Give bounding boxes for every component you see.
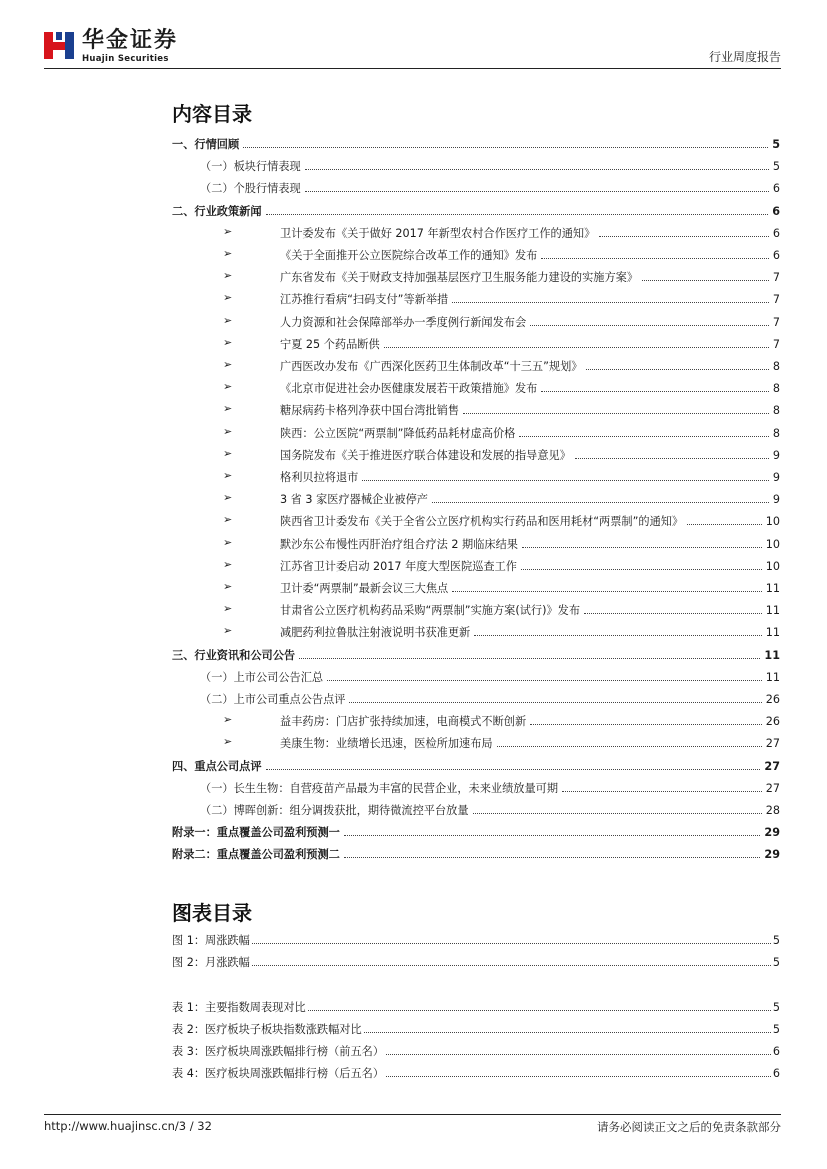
logo-english-name: Huajin Securities bbox=[82, 54, 169, 64]
toc-entry-page: 27 bbox=[765, 781, 780, 795]
dot-leader bbox=[252, 943, 771, 944]
figure-entry-page: 6 bbox=[772, 1067, 780, 1080]
figure-entry-page: 5 bbox=[772, 1023, 780, 1036]
dot-leader bbox=[266, 214, 769, 215]
toc-entry-page: 7 bbox=[772, 315, 780, 329]
figure-entry-page: 6 bbox=[772, 1045, 780, 1058]
dot-leader bbox=[364, 1032, 771, 1033]
toc-entry-page: 5 bbox=[772, 138, 780, 151]
toc-entry-page: 7 bbox=[772, 293, 780, 307]
figure-entry-text: 表 3：医疗板块周涨跌幅排行榜（前五名） bbox=[172, 1045, 385, 1058]
figure-entry[interactable] bbox=[172, 1065, 780, 1087]
toc-entry-text: 二、行业政策新闻 bbox=[172, 204, 262, 218]
bullet-arrow-icon: ➢ bbox=[223, 624, 233, 638]
toc-entry-page: 6 bbox=[772, 204, 780, 218]
dot-leader bbox=[521, 569, 762, 570]
toc-entry[interactable] bbox=[172, 291, 780, 313]
toc-entry-page: 7 bbox=[772, 271, 780, 285]
toc-entry-text: 江苏推行看病“扫码支付”等新举措 bbox=[280, 293, 449, 307]
dot-leader bbox=[362, 480, 769, 481]
toc-entry-text: （二）博晖创新：组分调拨获批，期待微流控平台放量 bbox=[200, 804, 469, 817]
dot-leader bbox=[530, 325, 769, 326]
bullet-arrow-icon: ➢ bbox=[223, 580, 233, 593]
toc-entry-text: 益丰药房：门店扩张持续加速，电商模式不断创新 bbox=[280, 715, 527, 729]
dot-leader bbox=[252, 965, 771, 966]
toc-entry-page: 11 bbox=[765, 670, 780, 684]
bullet-arrow-icon: ➢ bbox=[223, 358, 233, 371]
toc-entry[interactable] bbox=[172, 780, 780, 802]
dot-leader bbox=[541, 258, 769, 259]
bullet-arrow-icon: ➢ bbox=[223, 446, 233, 460]
toc-entry-text: 默沙东公布慢性丙肝治疗组合疗法 2 期临床结果 bbox=[280, 537, 518, 551]
toc-entry-page: 6 bbox=[772, 249, 780, 262]
toc-entry[interactable] bbox=[172, 469, 780, 491]
toc-entry-text: 卫计委发布《关于做好 2017 年新型农村合作医疗工作的通知》 bbox=[280, 226, 596, 240]
toc-entry-page: 7 bbox=[772, 337, 780, 351]
dot-leader bbox=[497, 746, 762, 747]
toc-entry[interactable] bbox=[172, 425, 780, 447]
footer-url[interactable]: http://www.huajinsc.cn/3 / 32 bbox=[44, 1119, 212, 1133]
toc-entry-text: （一）长生生物：自营疫苗产品最为丰富的民营企业，未来业绩放量可期 bbox=[200, 781, 559, 795]
toc-entry-page: 8 bbox=[772, 360, 780, 373]
bullet-arrow-icon: ➢ bbox=[223, 402, 233, 416]
toc-entry-page: 11 bbox=[765, 626, 780, 640]
dot-leader bbox=[452, 591, 762, 592]
bullet-arrow-icon: ➢ bbox=[223, 735, 233, 749]
toc-entry-text: 《关于全面推开公立医院综合改革工作的通知》发布 bbox=[280, 249, 538, 262]
toc-entry[interactable] bbox=[172, 358, 780, 380]
bullet-arrow-icon: ➢ bbox=[223, 713, 233, 727]
figure-entry-page: 5 bbox=[772, 934, 780, 947]
dot-leader bbox=[386, 1054, 771, 1055]
toc-entry[interactable] bbox=[172, 402, 780, 424]
figure-entry[interactable] bbox=[172, 1043, 780, 1065]
dot-leader bbox=[344, 857, 761, 858]
toc-entry-text: 一、行情回顾 bbox=[172, 138, 240, 151]
toc-entry-page: 10 bbox=[765, 559, 780, 573]
figure-entry-text: 图 2：月涨跌幅 bbox=[172, 956, 250, 969]
logo-chinese-name: 华金证券 bbox=[82, 28, 179, 53]
toc-entry[interactable] bbox=[172, 136, 780, 158]
toc-entry[interactable] bbox=[172, 336, 780, 358]
dot-leader bbox=[474, 635, 762, 636]
bullet-arrow-icon: ➢ bbox=[223, 247, 233, 260]
figure-entry[interactable] bbox=[172, 932, 780, 954]
toc-entry-page: 6 bbox=[772, 182, 780, 196]
figure-entry[interactable] bbox=[172, 954, 780, 976]
toc-entry-page: 5 bbox=[772, 160, 780, 174]
bullet-arrow-icon: ➢ bbox=[223, 513, 233, 527]
dot-leader bbox=[522, 547, 762, 548]
toc-entry[interactable] bbox=[172, 647, 780, 669]
toc-entry-text: 广东省发布《关于财政支持加强基层医疗卫生服务能力建设的实施方案》 bbox=[280, 271, 639, 285]
dot-leader bbox=[266, 769, 761, 770]
toc-entry-page: 8 bbox=[772, 382, 780, 396]
toc-entry-text: 附录一：重点覆盖公司盈利预测一 bbox=[172, 826, 340, 840]
dot-leader bbox=[586, 369, 768, 370]
dot-leader bbox=[344, 835, 761, 836]
toc-entry[interactable] bbox=[172, 225, 780, 247]
toc-entry[interactable] bbox=[172, 580, 780, 602]
bullet-arrow-icon: ➢ bbox=[223, 469, 233, 482]
toc-entry[interactable] bbox=[172, 802, 780, 824]
dot-leader bbox=[384, 347, 769, 348]
toc-entry-text: 陕西省卫计委发布《关于全省公立医疗机构实行药品和医用耗材“两票制”的通知》 bbox=[280, 515, 684, 529]
bullet-arrow-icon: ➢ bbox=[223, 291, 233, 305]
toc-entry-page: 11 bbox=[765, 604, 780, 618]
toc-entry-text: 甘肃省公立医疗机构药品采购“两票制”实施方案(试行)》发布 bbox=[280, 604, 581, 618]
dot-leader bbox=[305, 169, 769, 170]
bullet-arrow-icon: ➢ bbox=[223, 535, 233, 549]
toc-entry[interactable] bbox=[172, 758, 780, 780]
toc-entry-page: 11 bbox=[765, 582, 780, 595]
dot-leader bbox=[308, 1010, 771, 1011]
toc-entry-page: 8 bbox=[772, 404, 780, 418]
toc-entry-page: 26 bbox=[765, 693, 780, 706]
toc-entry-text: （一）上市公司公告汇总 bbox=[200, 670, 324, 684]
toc-entry-text: 广西医改办发布《广西深化医药卫生体制改革“十三五”规划》 bbox=[280, 360, 583, 373]
toc-entry-text: 国务院发布《关于推进医疗联合体建设和发展的指导意见》 bbox=[280, 448, 571, 462]
dot-leader bbox=[243, 147, 768, 148]
toc-entry-page: 27 bbox=[764, 759, 780, 773]
figure-entry-text: 表 1：主要指数周表现对比 bbox=[172, 1001, 306, 1014]
bullet-arrow-icon: ➢ bbox=[223, 313, 233, 327]
toc-entry-text: 3 省 3 家医疗器械企业被停产 bbox=[280, 493, 428, 507]
toc-entry-text: （二）上市公司重点公告点评 bbox=[200, 693, 346, 706]
toc-entry-page: 9 bbox=[772, 471, 780, 484]
toc-entry-page: 29 bbox=[764, 826, 780, 840]
toc-entry[interactable] bbox=[172, 602, 780, 624]
toc-entry[interactable] bbox=[172, 247, 780, 269]
bullet-arrow-icon: ➢ bbox=[223, 335, 233, 349]
toc-entry-text: 减肥药利拉鲁肽注射液说明书获准更新 bbox=[280, 626, 471, 640]
toc-entry[interactable] bbox=[172, 536, 780, 558]
report-type-label: 行业周度报告 bbox=[708, 50, 781, 64]
toc-entry-page: 9 bbox=[772, 448, 780, 462]
toc-entry-text: （二）个股行情表现 bbox=[200, 182, 301, 196]
toc-entry-page: 26 bbox=[765, 715, 780, 729]
toc-entry-text: （一）板块行情表现 bbox=[200, 160, 301, 174]
dot-leader bbox=[642, 280, 769, 281]
toc-title: 内容目录 bbox=[172, 102, 252, 126]
toc-entry[interactable] bbox=[172, 447, 780, 469]
toc-entry-page: 29 bbox=[764, 848, 780, 862]
toc-entry[interactable] bbox=[172, 269, 780, 291]
dot-leader bbox=[473, 813, 762, 814]
toc-entry-text: 四、重点公司点评 bbox=[172, 759, 262, 773]
toc-entry[interactable] bbox=[172, 513, 780, 535]
toc-entry[interactable] bbox=[172, 558, 780, 580]
dot-leader bbox=[575, 458, 769, 459]
bullet-arrow-icon: ➢ bbox=[223, 424, 233, 438]
dot-leader bbox=[530, 724, 762, 725]
toc-entry[interactable] bbox=[172, 380, 780, 402]
figure-entry-text: 表 2：医疗板块子板块指数涨跌幅对比 bbox=[172, 1023, 362, 1036]
dot-leader bbox=[432, 502, 769, 503]
toc-entry-page: 11 bbox=[764, 648, 780, 662]
bullet-arrow-icon: ➢ bbox=[223, 602, 233, 616]
dot-leader bbox=[386, 1076, 771, 1077]
dot-leader bbox=[305, 191, 769, 192]
bullet-arrow-icon: ➢ bbox=[223, 224, 233, 238]
toc-entry[interactable] bbox=[172, 180, 780, 202]
toc-entry-text: 三、行业资讯和公司公告 bbox=[172, 648, 296, 662]
toc-entry-page: 9 bbox=[772, 493, 780, 507]
toc-entry[interactable] bbox=[172, 491, 780, 513]
huajin-logo-icon bbox=[44, 30, 74, 60]
toc-entry[interactable] bbox=[172, 314, 780, 336]
dot-leader bbox=[584, 613, 762, 614]
toc-entry[interactable] bbox=[172, 203, 780, 225]
toc-entry-text: 附录二：重点覆盖公司盈利预测二 bbox=[172, 848, 340, 862]
toc-entry-text: 人力资源和社会保障部举办一季度例行新闻发布会 bbox=[280, 315, 527, 329]
toc-entry-page: 28 bbox=[765, 804, 780, 817]
dot-leader bbox=[541, 391, 769, 392]
toc-entry[interactable] bbox=[172, 624, 780, 646]
toc-entry-text: 《北京市促进社会办医健康发展若干政策措施》发布 bbox=[280, 382, 538, 396]
bullet-arrow-icon: ➢ bbox=[223, 491, 233, 505]
figure-entry-page: 5 bbox=[772, 1001, 780, 1014]
toc-entry[interactable] bbox=[172, 713, 780, 735]
toc-entry-page: 8 bbox=[772, 426, 780, 440]
toc-entry[interactable] bbox=[172, 735, 780, 757]
figure-entry[interactable] bbox=[172, 999, 780, 1021]
dot-leader bbox=[519, 436, 769, 437]
dot-leader bbox=[327, 680, 762, 681]
footer-disclaimer: 请务必阅读正文之后的免责条款部分 bbox=[597, 1120, 781, 1134]
dot-leader bbox=[463, 413, 769, 414]
toc-entry-text: 美康生物：业绩增长迅速，医检所加速布局 bbox=[280, 737, 493, 751]
toc-entry[interactable] bbox=[172, 691, 780, 713]
dot-leader bbox=[452, 302, 769, 303]
toc-entry[interactable] bbox=[172, 669, 780, 691]
toc-entry[interactable] bbox=[172, 846, 780, 868]
bullet-arrow-icon: ➢ bbox=[223, 557, 233, 571]
figure-entry-text: 表 4：医疗板块周涨跌幅排行榜（后五名） bbox=[172, 1067, 385, 1080]
toc-entry-text: 格利贝拉将退市 bbox=[280, 471, 359, 484]
toc-entry-page: 27 bbox=[765, 737, 780, 751]
bullet-arrow-icon: ➢ bbox=[223, 269, 233, 283]
company-logo bbox=[44, 28, 184, 66]
dot-leader bbox=[349, 702, 761, 703]
toc-entry-page: 10 bbox=[765, 537, 780, 551]
toc-entry-page: 10 bbox=[765, 515, 780, 529]
page-footer bbox=[44, 1114, 781, 1139]
figures-title: 图表目录 bbox=[172, 901, 252, 925]
toc-entry[interactable] bbox=[172, 824, 780, 846]
toc-entry-page: 6 bbox=[772, 226, 780, 240]
bullet-arrow-icon: ➢ bbox=[223, 380, 233, 394]
toc-entry-text: 卫计委“两票制”最新会议三大焦点 bbox=[280, 582, 449, 595]
toc-entry-text: 宁夏 25 个药品断供 bbox=[280, 337, 380, 351]
figure-entry-text: 图 1：周涨跌幅 bbox=[172, 934, 250, 947]
dot-leader bbox=[299, 658, 760, 659]
dot-leader bbox=[687, 524, 762, 525]
figure-entry-page: 5 bbox=[772, 956, 780, 969]
figure-entry[interactable] bbox=[172, 1021, 780, 1043]
page-header bbox=[44, 26, 781, 69]
toc-entry-text: 陕西：公立医院“两票制”降低药品耗材虚高价格 bbox=[280, 426, 516, 440]
dot-leader bbox=[599, 236, 769, 237]
dot-leader bbox=[562, 791, 762, 792]
toc-entry[interactable] bbox=[172, 158, 780, 180]
toc-entry-text: 江苏省卫计委启动 2017 年度大型医院巡查工作 bbox=[280, 559, 517, 573]
toc-entry-text: 糖尿病药卡格列净获中国台湾批销售 bbox=[280, 404, 460, 418]
